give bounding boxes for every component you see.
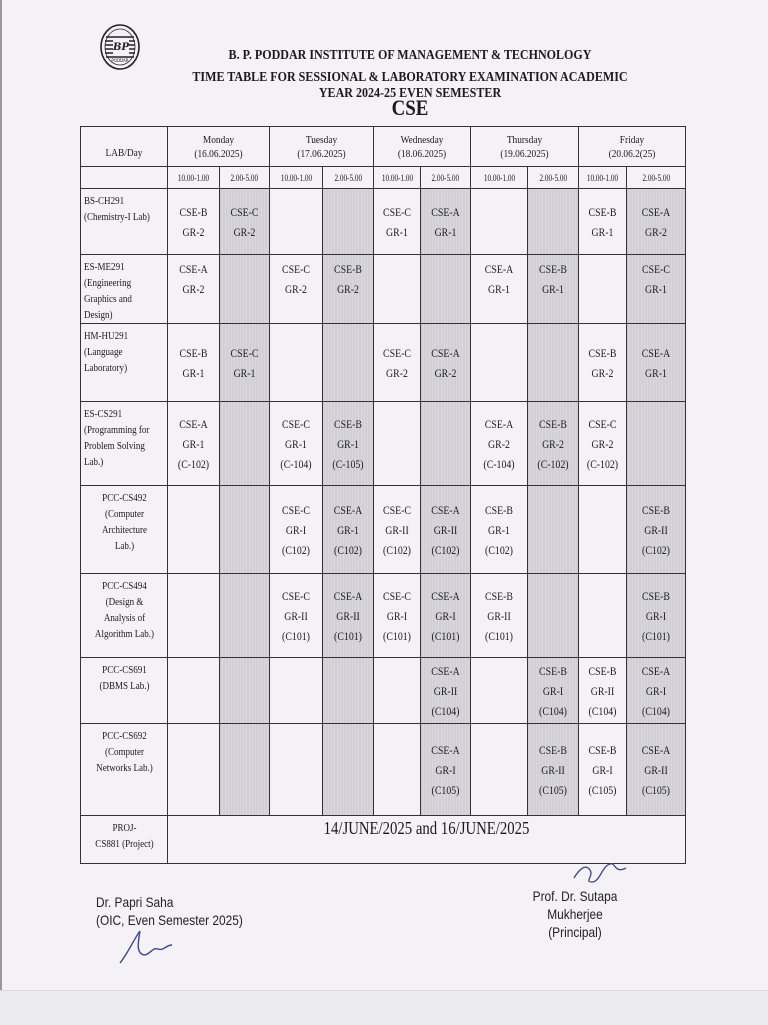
schedule-cell [270, 324, 323, 402]
group-assignment: CSE-B GR-1 [588, 204, 617, 239]
schedule-cell [220, 324, 270, 402]
group-assignment: CSE-B GR-2 [334, 262, 362, 296]
principal-signature-scribble [570, 856, 630, 888]
schedule-cell [168, 724, 220, 816]
group-assignment: CSE-B GR-I (C101) [642, 588, 671, 643]
schedule-cell [270, 189, 323, 255]
schedule-cell [374, 189, 421, 255]
group-assignment: CSE-B GR-II (C104) [588, 663, 617, 718]
lab-name: (Chemistry-I Lab) [84, 211, 150, 223]
svg-text:PODDAR: PODDAR [111, 58, 129, 63]
oic-role: (OIC, Even Semester 2025) [96, 912, 243, 928]
lab-label [81, 486, 168, 574]
schedule-cell [528, 189, 579, 255]
slot-blank [81, 167, 168, 189]
group-assignment: CSE-A GR-2 [641, 204, 671, 239]
schedule-cell [579, 724, 627, 816]
group-assignment: CSE-A GR-II (C105) [641, 742, 671, 797]
time-slot-row [81, 167, 686, 189]
group-assignment: CSE-B GR-I (C105) [588, 742, 617, 797]
lab-name: (Engineering Graphics and Design) [84, 277, 132, 321]
group-assignment: CSE-C GR-2 (C-102) [586, 416, 619, 471]
svg-text:BP: BP [113, 42, 129, 53]
schedule-cell [421, 724, 471, 816]
group-assignment: CSE-C GR-I (C101) [383, 588, 411, 643]
group-assignment: CSE-A GR-1 (C-102) [177, 416, 210, 471]
schedule-cell [270, 658, 323, 724]
lab-name: (Programming for Problem Solving Lab.) [84, 424, 150, 468]
group-assignment: CSE-C GR-II (C102) [383, 502, 411, 557]
principal-role: (Principal) [548, 924, 602, 940]
lab-name: (DBMS Lab.) [99, 680, 150, 692]
schedule-cell [323, 402, 374, 486]
schedule-cell [471, 486, 528, 574]
schedule-cell [270, 255, 323, 324]
schedule-cell [374, 574, 421, 658]
lab-label [81, 574, 168, 658]
schedule-cell [168, 402, 220, 486]
schedule-cell [471, 724, 528, 816]
lab-label [81, 324, 168, 402]
document-title: TIME TABLE FOR SESSIONAL & LABORATORY EXAMINATION ACADEMIC YEAR 2024-25 EVEN SEMESTER [192, 70, 628, 101]
schedule-cell [220, 189, 270, 255]
schedule-cell [421, 402, 471, 486]
schedule-cell [471, 574, 528, 658]
schedule-cell [528, 324, 579, 402]
institute-logo [100, 24, 140, 70]
time-slot: 10.00-1.00 [579, 167, 627, 189]
lab-code: ES-CS291 [84, 408, 123, 420]
lab-code: PCC-CS492 [102, 492, 147, 504]
group-assignment: CSE-A GR-II (C104) [431, 663, 460, 718]
schedule-cell [168, 189, 220, 255]
schedule-cell [374, 486, 421, 574]
lab-row [81, 189, 686, 255]
schedule-cell [220, 402, 270, 486]
group-assignment: CSE-A GR-1 [431, 204, 460, 239]
time-slot: 10.00-1.00 [374, 167, 421, 189]
lab-row [81, 658, 686, 724]
lab-code: ES-ME291 [84, 261, 125, 273]
signature-block-oic [96, 893, 269, 929]
group-assignment: CSE-C GR-I (C102) [282, 502, 310, 557]
time-slot: 2.00-5.00 [627, 167, 686, 189]
group-assignment: CSE-A GR-I (C104) [641, 663, 671, 718]
day-header-tuesday: Tuesday (17.06.2025) [270, 127, 374, 167]
schedule-cell [579, 324, 627, 402]
group-assignment: CSE-A GR-II (C102) [431, 502, 460, 557]
schedule-cell [374, 255, 421, 324]
time-slot: 2.00-5.00 [528, 167, 579, 189]
schedule-cell [323, 486, 374, 574]
lab-code: PCC-CS692 [102, 730, 147, 742]
schedule-cell [374, 402, 421, 486]
lab-code: PCC-CS494 [102, 580, 147, 592]
schedule-cell [528, 658, 579, 724]
time-slot: 2.00-5.00 [323, 167, 374, 189]
schedule-cell [168, 486, 220, 574]
schedule-cell [323, 574, 374, 658]
schedule-cell [627, 402, 686, 486]
group-assignment: CSE-A GR-2 [431, 345, 460, 380]
schedule-cell [579, 658, 627, 724]
group-assignment: CSE-C GR-1 [642, 262, 671, 296]
schedule-cell [374, 724, 421, 816]
schedule-cell [471, 402, 528, 486]
group-assignment: CSE-C GR-1 [383, 204, 411, 239]
group-assignment: CSE-A GR-II (C101) [333, 588, 363, 643]
schedule-cell [471, 658, 528, 724]
schedule-cell [374, 658, 421, 724]
lab-row [81, 402, 686, 486]
time-slot: 10.00-1.00 [471, 167, 528, 189]
group-assignment: CSE-A GR-I (C101) [431, 588, 460, 643]
group-assignment: CSE-C GR-2 [230, 204, 259, 239]
schedule-cell [421, 189, 471, 255]
lab-label [81, 255, 168, 324]
group-assignment: CSE-B GR-1 (C-105) [332, 416, 364, 471]
signature-block-principal [510, 887, 640, 941]
lab-row [81, 486, 686, 574]
schedule-cell [220, 574, 270, 658]
timetable-body [81, 189, 686, 816]
schedule-cell [421, 255, 471, 324]
schedule-cell [220, 486, 270, 574]
lab-name: (Design & Analysis of Algorithm Lab.) [94, 596, 155, 640]
lab-row [81, 324, 686, 402]
lab-name: (Language Laboratory) [84, 346, 128, 374]
schedule-cell [528, 255, 579, 324]
schedule-cell [579, 402, 627, 486]
group-assignment: CSE-B GR-2 (C-102) [537, 416, 569, 471]
group-assignment: CSE-A GR-1 [641, 345, 671, 380]
schedule-cell [528, 574, 579, 658]
schedule-cell [627, 189, 686, 255]
group-assignment: CSE-B GR-1 [539, 262, 568, 296]
group-assignment: CSE-A GR-1 [484, 262, 514, 296]
schedule-cell [471, 255, 528, 324]
schedule-cell [627, 658, 686, 724]
schedule-cell [168, 255, 220, 324]
principal-name: Prof. Dr. Sutapa Mukherjee [532, 888, 618, 922]
group-assignment: CSE-A GR-2 (C-104) [483, 416, 515, 471]
lab-code: BS-CH291 [84, 195, 125, 207]
oic-name: Dr. Papri Saha [96, 894, 174, 910]
lab-label [81, 189, 168, 255]
group-assignment: CSE-C GR-2 [282, 262, 310, 296]
schedule-cell [528, 724, 579, 816]
schedule-cell [421, 324, 471, 402]
lab-row [81, 574, 686, 658]
schedule-cell [220, 255, 270, 324]
lab-row [81, 724, 686, 816]
scan-edge [0, 0, 2, 1024]
lab-code: HM-HU291 [84, 330, 129, 342]
group-assignment: CSE-A GR-1 (C102) [333, 502, 363, 557]
lab-label [81, 402, 168, 486]
schedule-cell [421, 574, 471, 658]
schedule-cell [421, 486, 471, 574]
group-assignment: CSE-A GR-2 [179, 262, 208, 296]
group-assignment: CSE-B GR-II (C105) [539, 742, 568, 797]
project-dates: 14/JUNE/2025 and 16/JUNE/2025 [168, 816, 686, 864]
group-assignment: CSE-B GR-1 (C102) [485, 502, 513, 557]
group-assignment: CSE-B GR-I (C104) [539, 663, 568, 718]
schedule-cell [220, 658, 270, 724]
schedule-cell [579, 189, 627, 255]
schedule-cell [627, 324, 686, 402]
schedule-cell [323, 658, 374, 724]
group-assignment: CSE-A GR-I (C105) [431, 742, 460, 797]
schedule-cell [270, 486, 323, 574]
group-assignment: CSE-B GR-II (C102) [642, 502, 671, 557]
schedule-cell [270, 574, 323, 658]
schedule-cell [374, 324, 421, 402]
schedule-cell [579, 486, 627, 574]
time-slot: 2.00-5.00 [421, 167, 471, 189]
schedule-cell [421, 658, 471, 724]
group-assignment: CSE-B GR-2 [588, 345, 617, 380]
schedule-cell [627, 724, 686, 816]
schedule-cell [323, 724, 374, 816]
schedule-cell [528, 402, 579, 486]
schedule-cell [168, 324, 220, 402]
schedule-cell [270, 402, 323, 486]
lab-row [81, 255, 686, 324]
schedule-cell [323, 189, 374, 255]
group-assignment: CSE-C GR-2 [383, 345, 411, 380]
schedule-cell [579, 255, 627, 324]
page-footer-strip [0, 990, 768, 1025]
schedule-cell [323, 255, 374, 324]
schedule-cell [168, 658, 220, 724]
schedule-cell [168, 574, 220, 658]
lab-label [81, 658, 168, 724]
lab-label [81, 724, 168, 816]
day-header-monday: Monday (16.06.2025) [168, 127, 270, 167]
time-slot: 2.00-5.00 [220, 167, 270, 189]
timetable [80, 126, 686, 864]
day-header-thursday: Thursday (19.06.2025) [471, 127, 579, 167]
schedule-cell [528, 486, 579, 574]
schedule-cell [220, 724, 270, 816]
lab-code: PCC-CS691 [102, 664, 147, 676]
lab-name: (Computer Networks Lab.) [96, 746, 153, 774]
group-assignment: CSE-B GR-II (C101) [485, 588, 513, 643]
schedule-cell [579, 574, 627, 658]
oic-signature-scribble [114, 925, 174, 967]
day-header-friday: Friday (20.06.2(25) [579, 127, 686, 167]
institute-name: B. P. PODDAR INSTITUTE OF MANAGEMENT & TECHNOLOGY [228, 48, 592, 63]
lab-name: (Computer Architecture Lab.) [101, 508, 148, 552]
group-assignment: CSE-C GR-II (C101) [282, 588, 310, 643]
schedule-cell [323, 324, 374, 402]
group-assignment: CSE-C GR-1 (C-104) [280, 416, 312, 471]
schedule-cell [471, 189, 528, 255]
schedule-cell [627, 255, 686, 324]
department-title: CSE [391, 95, 429, 120]
group-assignment: CSE-B GR-2 [179, 204, 208, 239]
schedule-cell [471, 324, 528, 402]
group-assignment: CSE-C GR-1 [230, 345, 259, 380]
schedule-cell [627, 486, 686, 574]
time-slot: 10.00-1.00 [168, 167, 220, 189]
schedule-cell [627, 574, 686, 658]
corner-label: LAB/Day [81, 127, 168, 167]
project-lab-label: PROJ- CS881 (Project) [81, 816, 168, 864]
day-header-row [81, 127, 686, 167]
schedule-cell [270, 724, 323, 816]
group-assignment: CSE-B GR-1 [179, 345, 208, 380]
day-header-wednesday: Wednesday (18.06.2025) [374, 127, 471, 167]
time-slot: 10.00-1.00 [270, 167, 323, 189]
